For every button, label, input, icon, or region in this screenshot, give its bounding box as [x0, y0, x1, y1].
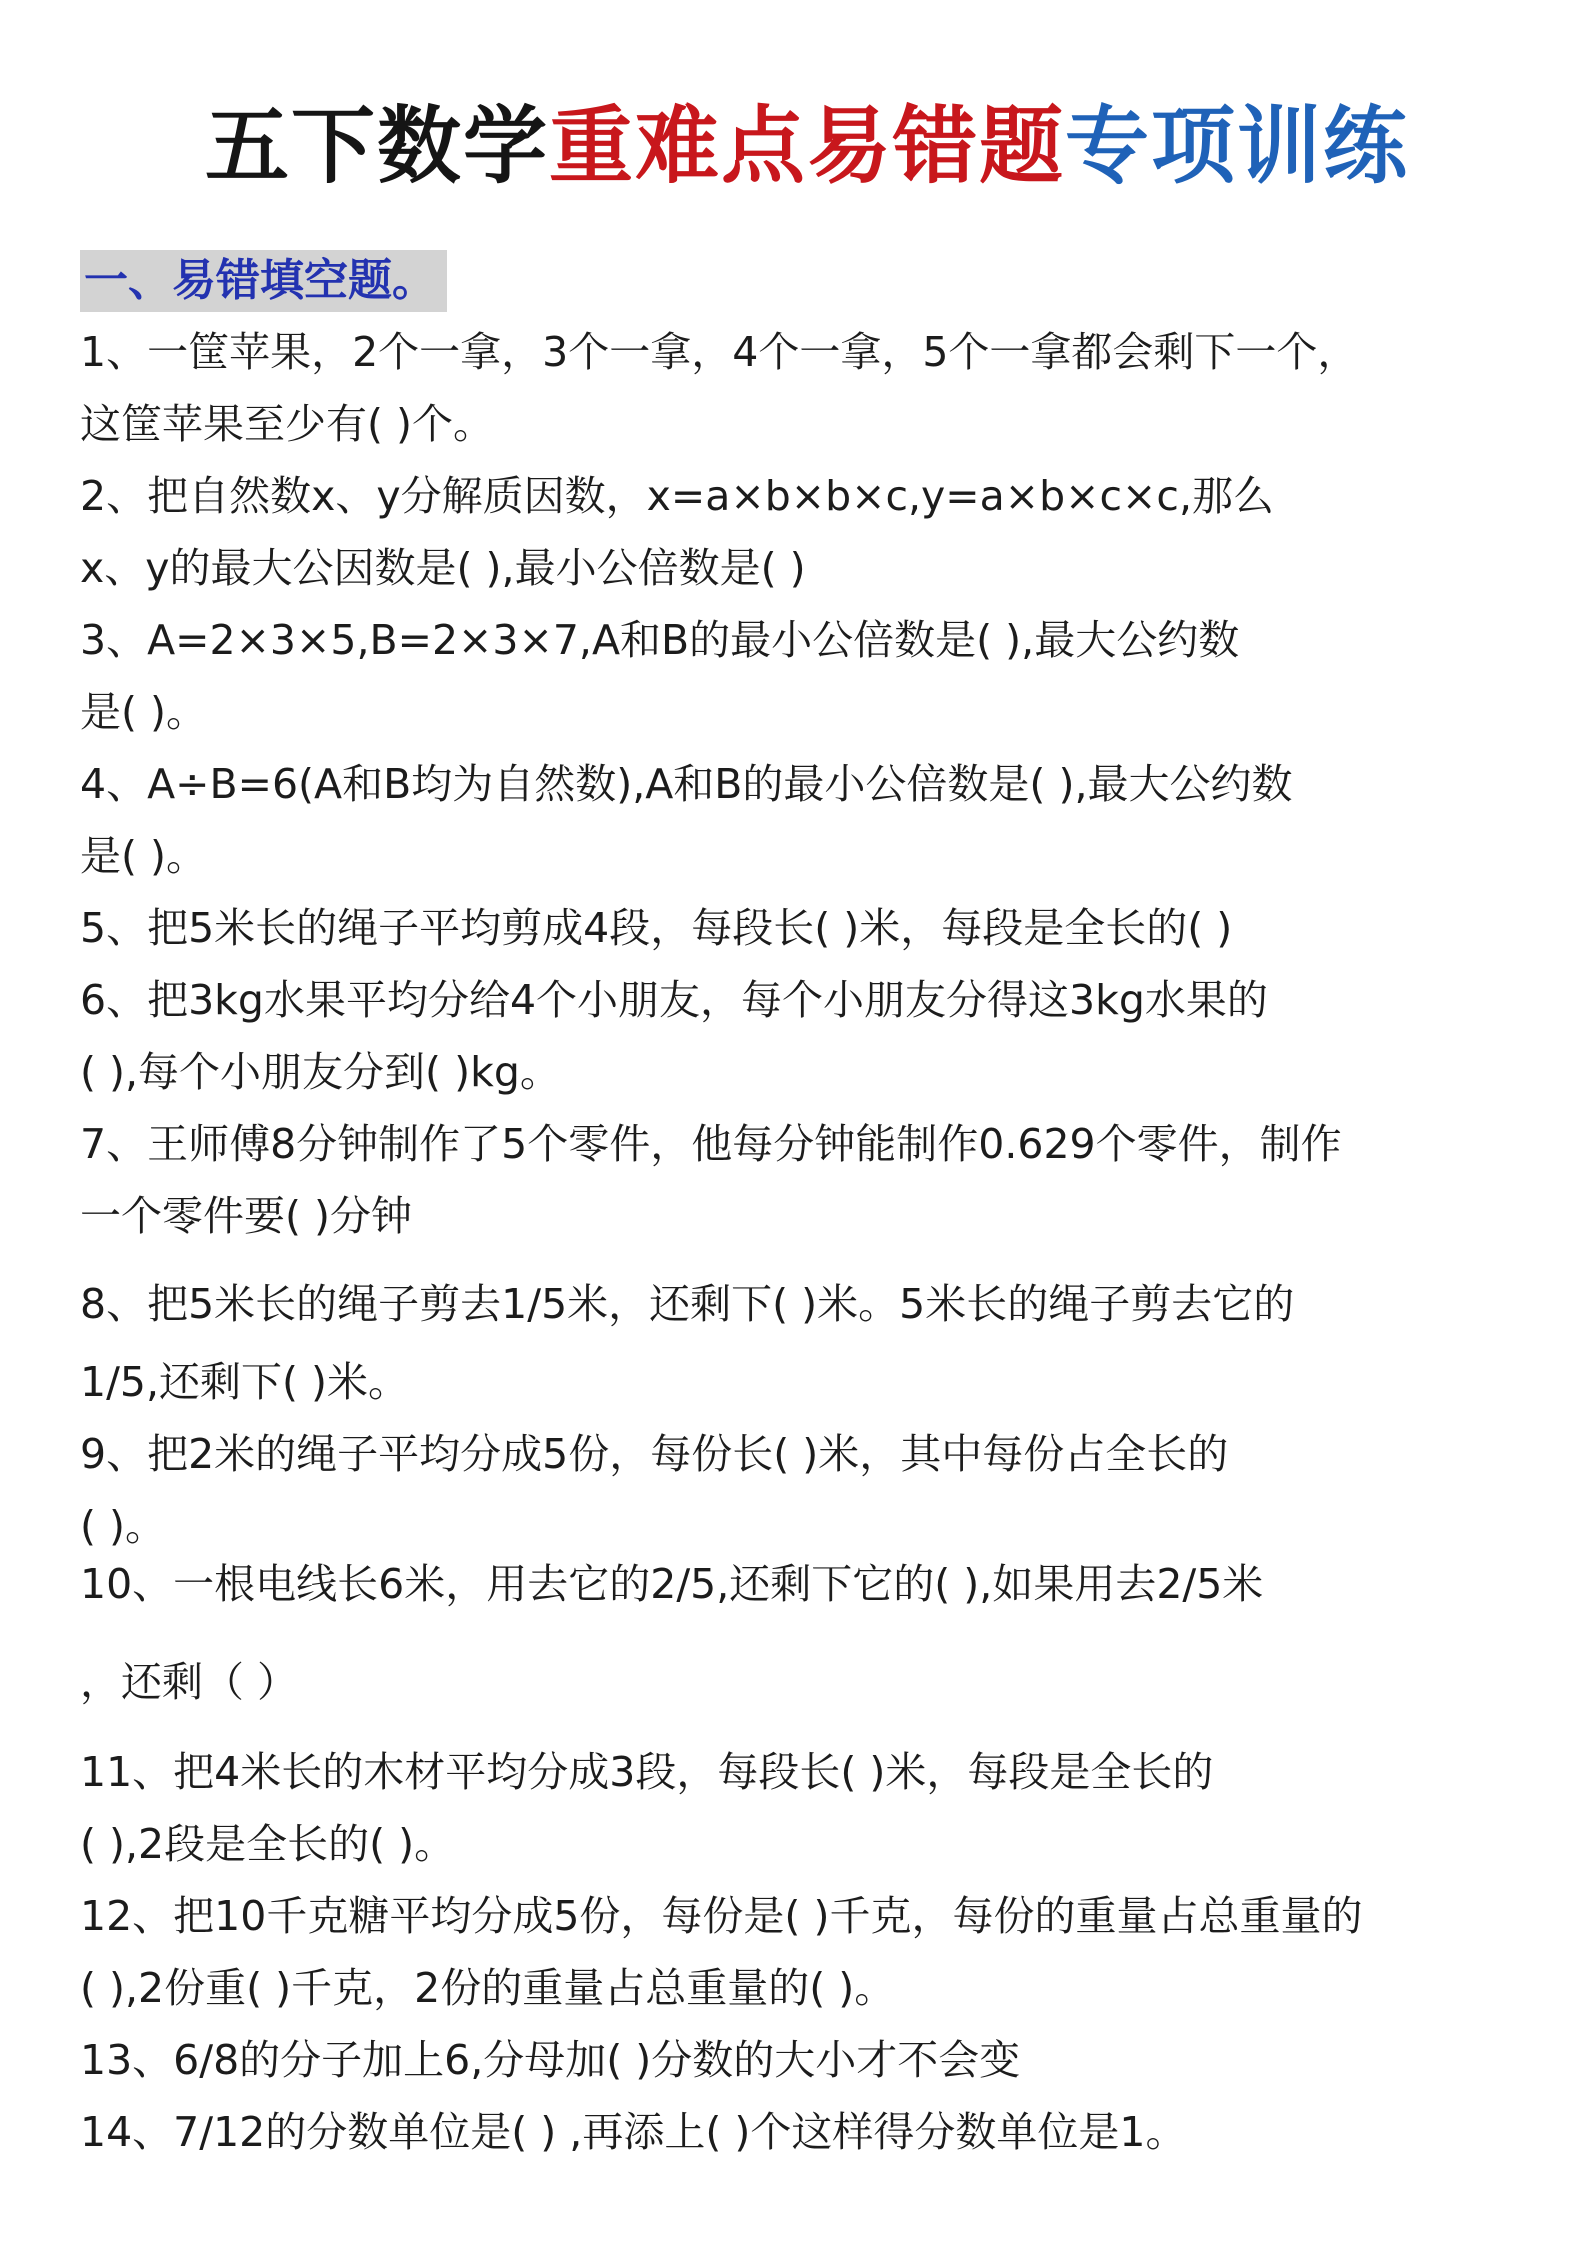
question-4	[80, 748, 1510, 892]
question-11-line-1: 11、把4米长的木材平均分成3段，每段长( )米，每段是全长的	[80, 1748, 1214, 1796]
question-6	[80, 964, 1510, 1108]
question-12-line-1: 12、把10千克糖平均分成5份，每份是( )千克，每份的重量占总重量的	[80, 1892, 1363, 1940]
question-7-line-1: 7、王师傅8分钟制作了5个零件，他每分钟能制作0.629个零件，制作	[80, 1120, 1342, 1168]
question-3-line-1: 3、A=2×3×5,B=2×3×7,A和B的最小公倍数是( ),最大公约数	[80, 616, 1240, 664]
question-5	[80, 892, 1510, 964]
question-4-line-2: 是( )。	[80, 832, 208, 880]
question-4-line-1: 4、A÷B=6(A和B均为自然数),A和B的最小公倍数是( ),最大公约数	[80, 760, 1293, 808]
section-heading: 一、易错填空题。	[80, 250, 447, 312]
question-3-line-2: 是( )。	[80, 688, 208, 736]
page-title	[205, 92, 1505, 200]
question-5-line-1: 5、把5米长的绳子平均剪成4段，每段长( )米，每段是全长的( )	[80, 904, 1233, 952]
question-6-line-1: 6、把3kg水果平均分给4个小朋友，每个小朋友分得这3kg水果的	[80, 976, 1268, 1024]
question-8	[80, 1268, 1510, 1418]
title-part-highlight: 重难点易错题	[549, 97, 1066, 195]
question-9-line-1: 9、把2米的绳子平均分成5份，每份长( )米，其中每份占全长的	[80, 1430, 1229, 1478]
question-14-line-1: 14、7/12的分数单位是( ) ,再添上( )个这样得分数单位是1。	[80, 2108, 1187, 2156]
question-10-line-1: 10、一根电线长6米，用去它的2/5,还剩下它的( ),如果用去2/5米	[80, 1560, 1264, 1608]
question-9-line-2: ( )。	[80, 1502, 167, 1550]
question-2-line-1: 2、把自然数x、y分解质因数，x=a×b×b×c,y=a×b×c×c,那么	[80, 472, 1274, 520]
question-7-line-2: 一个零件要( )分钟	[80, 1192, 413, 1240]
question-14	[80, 2096, 1510, 2168]
question-2	[80, 460, 1510, 604]
question-9	[80, 1418, 1510, 1562]
question-8-line-2: 1/5,还剩下( )米。	[80, 1358, 410, 1406]
question-7	[80, 1108, 1510, 1252]
question-12-line-2: ( ),2份重( )千克，2份的重量占总重量的( )。	[80, 1964, 896, 2012]
question-2-line-2: x、y的最大公因数是( ),最小公倍数是( )	[80, 544, 806, 592]
question-6-line-2: ( ),每个小朋友分到( )kg。	[80, 1048, 561, 1096]
question-1-line-1: 1、一筐苹果，2个一拿，3个一拿，4个一拿，5个一拿都会剩下一个，	[80, 328, 1359, 376]
question-8-line-1: 8、把5米长的绳子剪去1/5米，还剩下( )米。5米长的绳子剪去它的	[80, 1280, 1295, 1328]
title-part-training: 专项训练	[1065, 97, 1410, 195]
title-part-subject: 五下数学	[205, 97, 550, 195]
question-3	[80, 604, 1510, 748]
question-13-line-1: 13、6/8的分子加上6,分母加( )分数的大小才不会变	[80, 2036, 1021, 2084]
question-13	[80, 2024, 1510, 2096]
question-1-line-2: 这筐苹果至少有( )个。	[80, 400, 495, 448]
question-10	[80, 1548, 1510, 1718]
question-1	[80, 316, 1510, 460]
question-11	[80, 1736, 1510, 1880]
question-10-line-2: ，还剩（ ）	[80, 1658, 299, 1706]
question-11-line-2: ( ),2段是全长的( )。	[80, 1820, 456, 1868]
question-12	[80, 1880, 1510, 2024]
